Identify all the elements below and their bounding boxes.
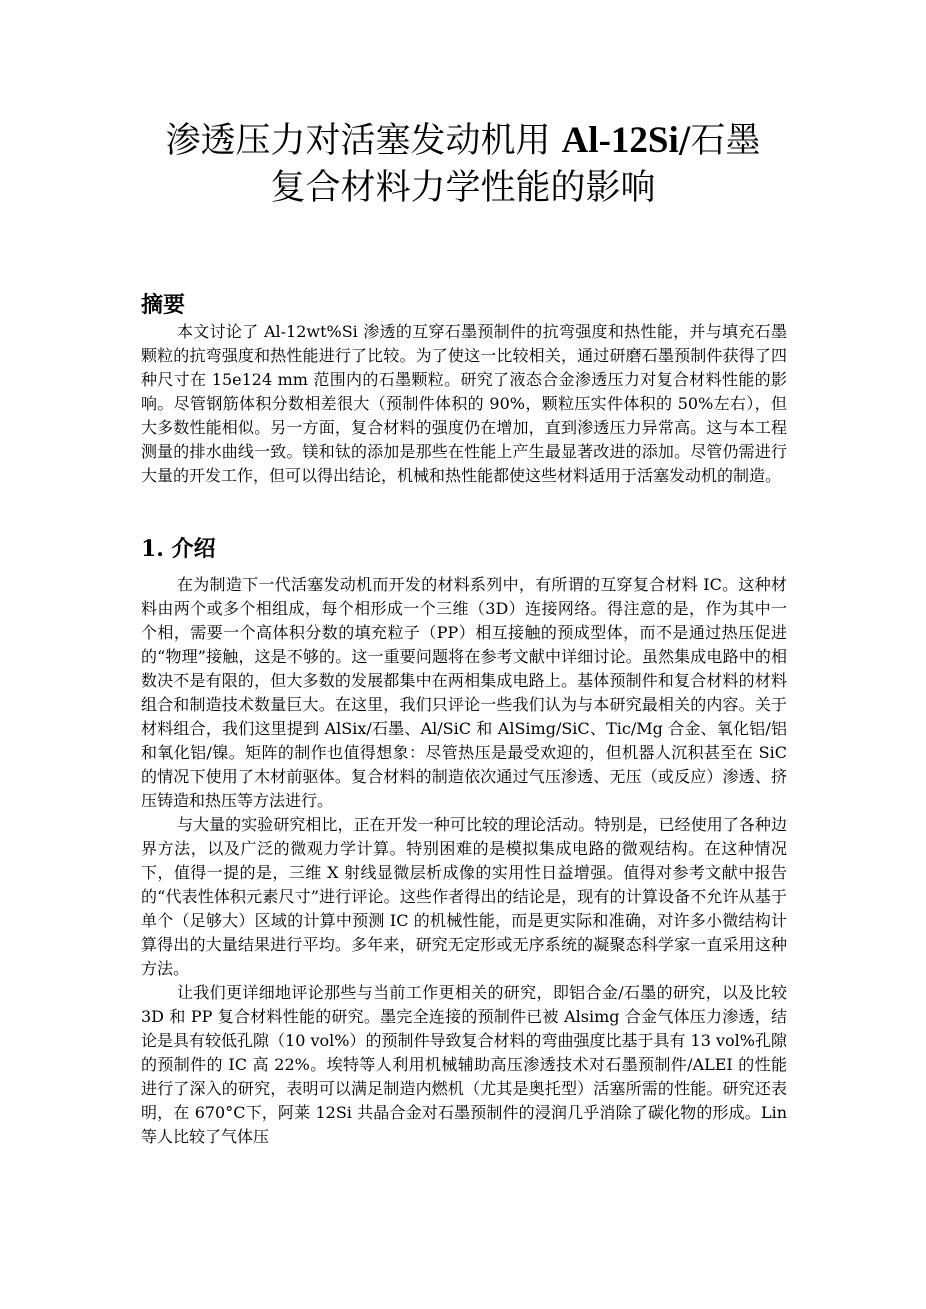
introduction-body [141,573,787,1149]
title-segment-alloy: Al-12Si [561,120,679,161]
introduction-paragraph-3: 让我们更详细地评论那些与当前工作更相关的研究，即铝合金/石墨的研究，以及比较 3D 和 PP 复合材料性能的研究。墨完全连接的预制件已被 Alsimg 合金气体压力渗透，结论是具有较低孔隙（10 vol%）的预制件导致复合材料的弯曲强度比基于具有 13 vol%孔隙的预制件的 IC 高 22%。埃特等人利用机械辅助高压渗透技术对石墨预制件/ALEI 的性能进行了深入的研究，表明可以满足制造内燃机（尤其是奥托型）活塞所需的性能。研究还表明，在 670°C下，阿莱 12Si 共晶合金对石墨预制件的浸润几乎消除了碳化物的形成。Lin 等人比较了气体压 [141,983,787,1146]
abstract-body [141,320,787,488]
abstract-heading: 摘要 [141,292,186,318]
title-segment-cjk-a: 渗透压力对活塞发动机用 [165,121,562,161]
introduction-paragraph-2: 与大量的实验研究相比，正在开发一种可比较的理论活动。特别是，已经使用了各种边界方法，以及广泛的微观力学计算。特别困难的是模拟集成电路的微观结构。在这种情况下，值得一提的是，三维 X 射线显微层析成像的实用性日益增强。值得对参考文献中报告的“代表性体积元素尺寸”进行评论。这些作者得出的结论是，现有的计算设备不允许从基于单个（足够大）区域的计算中预测 IC 的机械性能，而是更实际和准确，对许多小微结构计算得出的大量结果进行平均。多年来，研究无定形或无序系统的凝聚态科学家一直采用这种方法。 [141,815,787,978]
paper-title-line-1 [90,116,836,166]
introduction-paragraph-1: 在为制造下一代活塞发动机而开发的材料系列中，有所谓的互穿复合材料 IC。这种材料由两个或多个相组成，每个相形成一个三维（3D）连接网络。得注意的是，作为其中一个相，需要一个高体积分数的填充粒子（PP）相互接触的预成型体，而不是通过热压促进的“物理”接触，这是不够的。这一重要问题将在参考文献中详细讨论。虽然集成电路中的相数决不是有限的，但大多数的发展都集中在两相集成电路上。基体预制件和复合材料的材料组合和制造技术数量巨大。在这里，我们只评论一些我们认为与本研究最相关的内容。关于材料组合，我们这里提到 AlSix/石墨、Al/SiC 和 AlSimg/SiC、Tic/Mg 合金、氧化铝/铝和氧化铝/镍。矩阵的制作也值得想象：尽管热压是最受欢迎的，但机器人沉积甚至在 SiC 的情况下使用了木材前驱体。复合材料的制造依次通过气压渗透、无压（或反应）渗透、挤压铸造和热压等方法进行。 [141,575,787,810]
paper-title-line-2: 复合材料力学性能的影响 [270,168,656,208]
title-segment-cjk-b: /石墨 [678,121,761,161]
introduction-heading: 1. 介绍 [141,536,216,562]
abstract-paragraph: 本文讨论了 Al-12wt%Si 渗透的互穿石墨预制件的抗弯强度和热性能，并与填充石墨颗粒的抗弯强度和热性能进行了比较。为了使这一比较相关，通过研磨石墨预制件获得了四种尺寸在 15e124 mm 范围内的石墨颗粒。研究了液态合金渗透压力对复合材料性能的影响。尽管钢筋体积分数相差很大（预制件体积的 90%，颗粒压实件体积的 50%左右），但大多数性能相似。另一方面，复合材料的强度仍在增加，直到渗透压力异常高。这与本工程测量的排水曲线一致。镁和钛的添加是那些在性能上产生最显著改进的添加。尽管仍需进行大量的开发工作，但可以得出结论，机械和热性能都使这些材料适用于活塞发动机的制造。 [141,322,787,485]
